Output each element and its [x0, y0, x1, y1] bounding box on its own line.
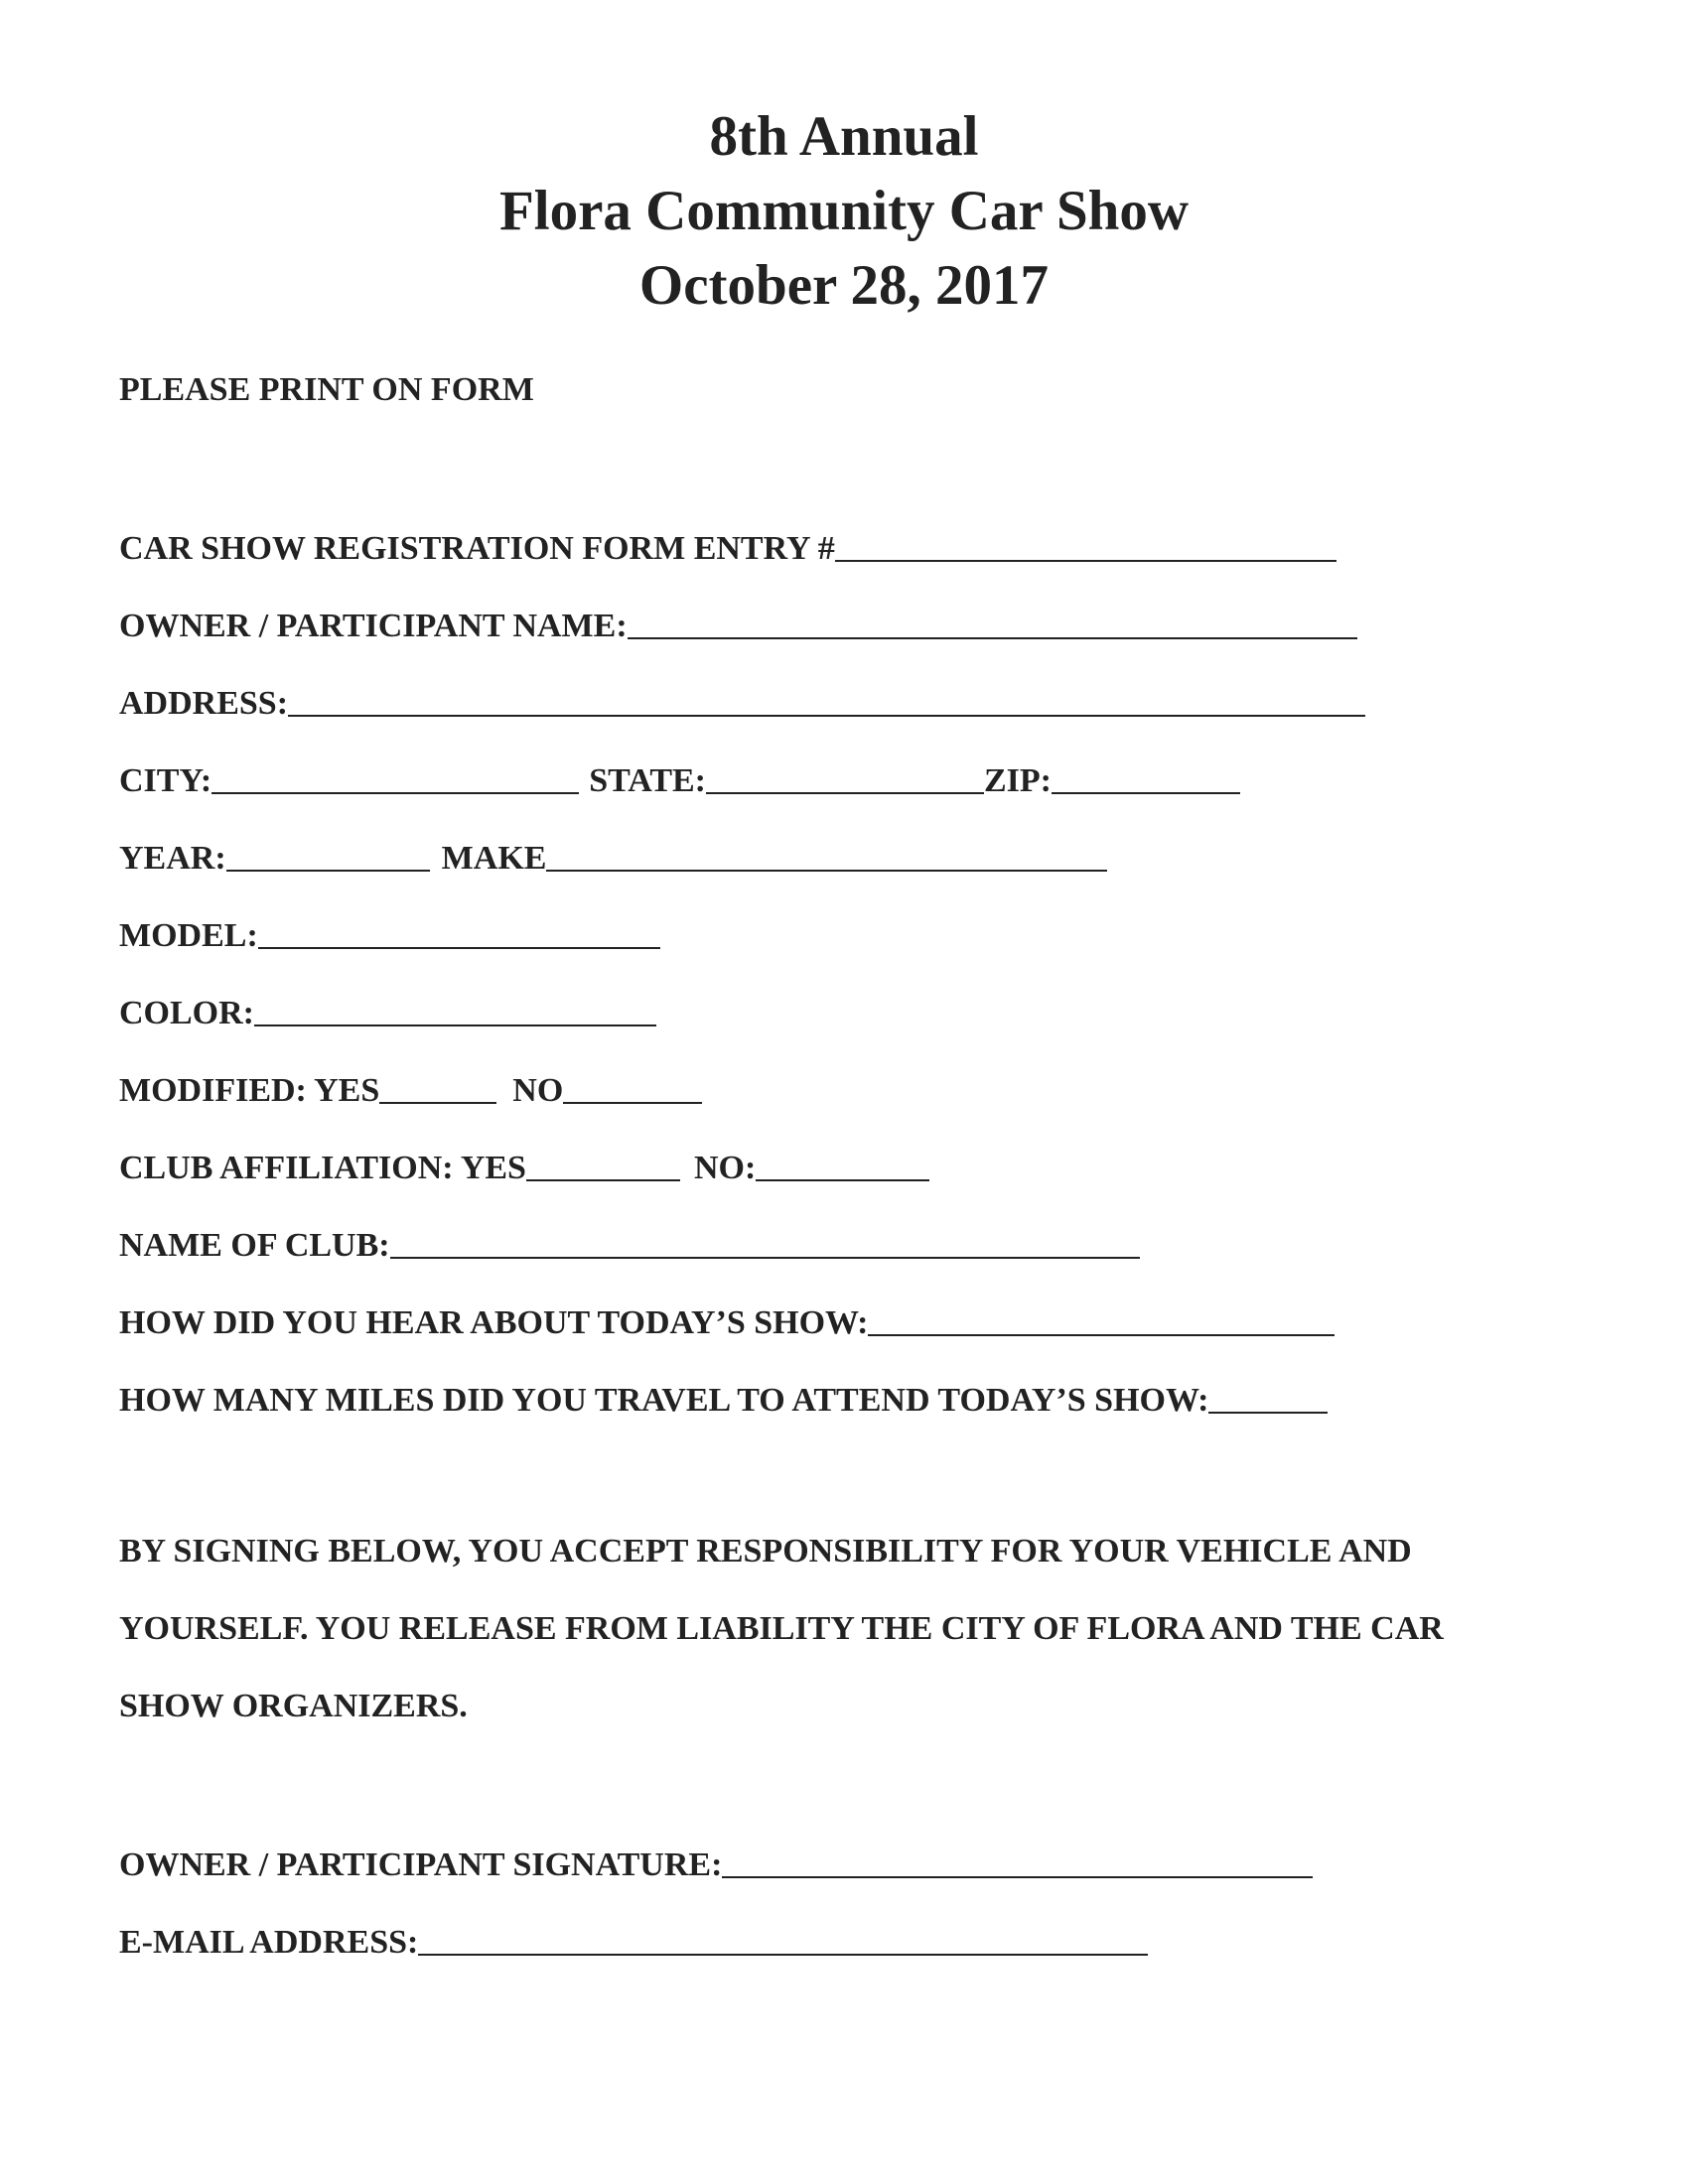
modified-no-field[interactable] — [563, 1102, 702, 1104]
how-heard-row — [119, 1297, 1335, 1340]
address-label: ADDRESS: — [119, 685, 289, 722]
year-label: YEAR: — [119, 840, 226, 877]
email-field[interactable] — [418, 1954, 1148, 1956]
signature-row — [119, 1839, 1313, 1882]
year-make-row — [119, 832, 1107, 876]
how-heard-label: HOW DID YOU HEAR ABOUT TODAY’S SHOW: — [119, 1304, 869, 1341]
entry-number-field[interactable] — [835, 560, 1336, 562]
make-field[interactable] — [546, 870, 1107, 872]
modified-row — [119, 1064, 702, 1108]
club-affiliation-yes-label: CLUB AFFILIATION: YES — [119, 1150, 526, 1186]
color-field[interactable] — [254, 1024, 656, 1026]
header-event-name: Flora Community Car Show — [498, 180, 1190, 242]
modified-no-label: NO — [512, 1072, 564, 1109]
state-label: STATE: — [589, 762, 706, 799]
club-name-row — [119, 1219, 1140, 1263]
club-name-field[interactable] — [390, 1257, 1140, 1259]
make-label: MAKE — [441, 840, 547, 877]
header-event-date: October 28, 2017 — [638, 254, 1050, 317]
city-field[interactable] — [211, 792, 579, 794]
liability-waiver: BY SIGNING BELOW, YOU ACCEPT RESPONSIBILITY FOR YOUR VEHICLE AND YOURSELF. YOU RELEASE FROM LIABILITY THE CITY OF FLORA AND THE CAR SHOW ORGANIZERS. — [119, 1533, 1444, 1724]
club-affiliation-no-field[interactable] — [756, 1179, 929, 1181]
owner-name-row — [119, 600, 1357, 643]
signature-field[interactable] — [722, 1876, 1313, 1878]
print-instruction: PLEASE PRINT ON FORM — [119, 371, 534, 408]
miles-label: HOW MANY MILES DID YOU TRAVEL TO ATTEND TODAY’S SHOW: — [119, 1382, 1209, 1419]
model-label: MODEL: — [119, 917, 258, 954]
color-row — [119, 987, 656, 1030]
owner-name-field[interactable] — [628, 637, 1357, 639]
state-field[interactable] — [706, 792, 984, 794]
modified-yes-field[interactable] — [379, 1102, 496, 1104]
club-affiliation-no-label: NO: — [693, 1150, 757, 1186]
signature-label: OWNER / PARTICIPANT SIGNATURE: — [119, 1846, 723, 1883]
zip-label: ZIP: — [984, 762, 1052, 799]
city-state-zip-row — [119, 754, 1240, 798]
entry-number-row — [119, 522, 1336, 566]
club-affiliation-yes-field[interactable] — [526, 1179, 680, 1181]
miles-row — [119, 1374, 1328, 1418]
year-field[interactable] — [226, 870, 430, 872]
email-row — [119, 1916, 1148, 1960]
club-affiliation-row — [119, 1142, 929, 1185]
how-heard-field[interactable] — [868, 1334, 1335, 1336]
club-name-label: NAME OF CLUB: — [119, 1227, 390, 1264]
address-row — [119, 677, 1365, 721]
email-label: E-MAIL ADDRESS: — [119, 1924, 419, 1961]
color-label: COLOR: — [119, 995, 254, 1031]
header-edition: 8th Annual — [709, 105, 979, 168]
entry-number-label: CAR SHOW REGISTRATION FORM ENTRY # — [119, 530, 835, 567]
modified-yes-label: MODIFIED: YES — [119, 1072, 380, 1109]
owner-name-label: OWNER / PARTICIPANT NAME: — [119, 608, 628, 644]
miles-field[interactable] — [1208, 1412, 1328, 1414]
model-field[interactable] — [258, 947, 660, 949]
model-row — [119, 909, 660, 953]
zip-field[interactable] — [1052, 792, 1240, 794]
city-label: CITY: — [119, 762, 212, 799]
address-field[interactable] — [288, 715, 1365, 717]
form-header — [0, 99, 1688, 323]
